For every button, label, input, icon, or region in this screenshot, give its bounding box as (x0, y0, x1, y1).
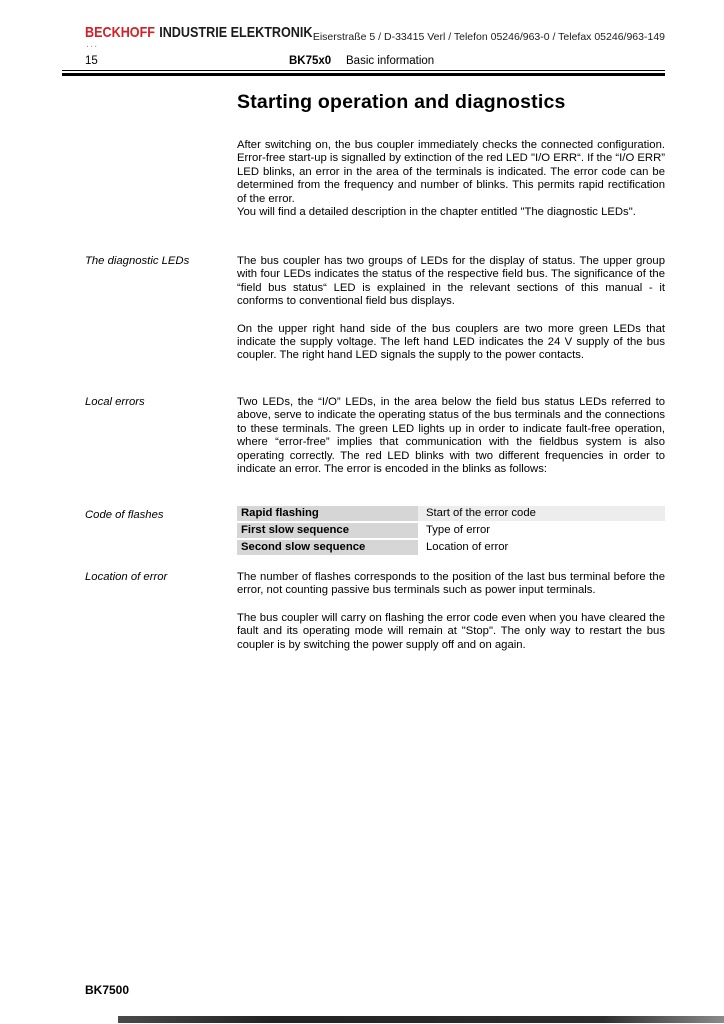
table-row (237, 506, 665, 521)
paragraph: The bus coupler has two groups of LEDs for the display of status. The upper group with four LEDs indicates the status of the respective field bus. The significance of the “field bus status“ LED is explained in the relevant sections of this manual - it conforms to conventional field bus displays. (237, 255, 665, 308)
table-cell-key: Second slow sequence (237, 540, 418, 555)
page-number: 15 (85, 55, 98, 67)
page-scan-edge (118, 1016, 724, 1023)
intro-paragraph: After switching on, the bus coupler immediately checks the connected configuration. Error-free start-up is signalled by extinction of the red LED "I/O ERR“. If the “I/O ERR” LED blinks, an error in the area of the terminals is indicated. The error code can be determined from the frequency and number of blinks. This permits rapid rectification of the error. (237, 139, 665, 205)
section-label-diagnostic-leds: The diagnostic LEDs (85, 255, 190, 267)
table-cell-value: Start of the error code (418, 506, 665, 521)
paragraph: On the upper right hand side of the bus couplers are two more green LEDs that indicate the supply voltage. The left hand LED indicates the 24 V supply of the bus coupler. The right hand LED signals the supply to the power contacts. (237, 322, 665, 362)
flash-code-table (237, 506, 665, 557)
paragraph: The bus coupler will carry on flashing the error code even when you have cleared the fault and its operating mode will remain at "Stop". The only way to restart the bus coupler is by switching the power supply off and on again. (237, 611, 665, 651)
doc-type: Basic information (346, 55, 435, 67)
logo-suffix: INDUSTRIE ELEKTRONIK (159, 24, 313, 41)
header-rule-thin (62, 70, 665, 71)
section-body-local-errors (237, 396, 665, 476)
product-code: BK75x0 (289, 55, 332, 67)
intro-paragraph: You will find a detailed description in the chapter entitled "The diagnostic LEDs". (237, 206, 636, 219)
section-label-code-of-flashes: Code of flashes (85, 509, 164, 521)
section-label-location-of-error: Location of error (85, 571, 168, 583)
table-row (237, 523, 665, 538)
intro-block (237, 139, 665, 219)
section-body-diagnostic-leds (237, 255, 665, 363)
table-cell-value: Type of error (426, 524, 491, 536)
paragraph: The number of flashes corresponds to the position of the last bus terminal before the error, not counting passive bus terminals such as power input terminals. (237, 571, 665, 597)
logo-brand: BECKHOFF (85, 24, 155, 41)
table-cell-key: Rapid flashing (237, 506, 418, 521)
page-title: Starting operation and diagnostics (237, 91, 566, 113)
footer-model-code: BK7500 (85, 983, 130, 997)
table-cell-value: Location of error (426, 541, 509, 553)
company-address: Eiserstraße 5 / D-33415 Verl / Telefon 05246/963-0 / Telefax 05246/963-149 (312, 31, 665, 43)
logo-dots: ... (86, 38, 99, 50)
section-label-local-errors: Local errors (85, 396, 145, 408)
paragraph: Two LEDs, the “I/O” LEDs, in the area below the field bus status LEDs referred to above, serve to indicate the operating status of the bus terminals and the connections to these terminals. The green LED lights up in order to indicate fault-free operation, where “error-free” implies that communication with the fieldbus system is also operating correctly. The red LED blinks with two different frequencies in order to indicate an error. The error is encoded in the blinks as follows: (237, 396, 665, 476)
beckhoff-logo (85, 24, 313, 41)
table-cell-key: First slow sequence (237, 523, 418, 538)
table-row (237, 540, 665, 555)
header-rule-thick (62, 73, 665, 76)
section-body-location-of-error (237, 571, 665, 652)
